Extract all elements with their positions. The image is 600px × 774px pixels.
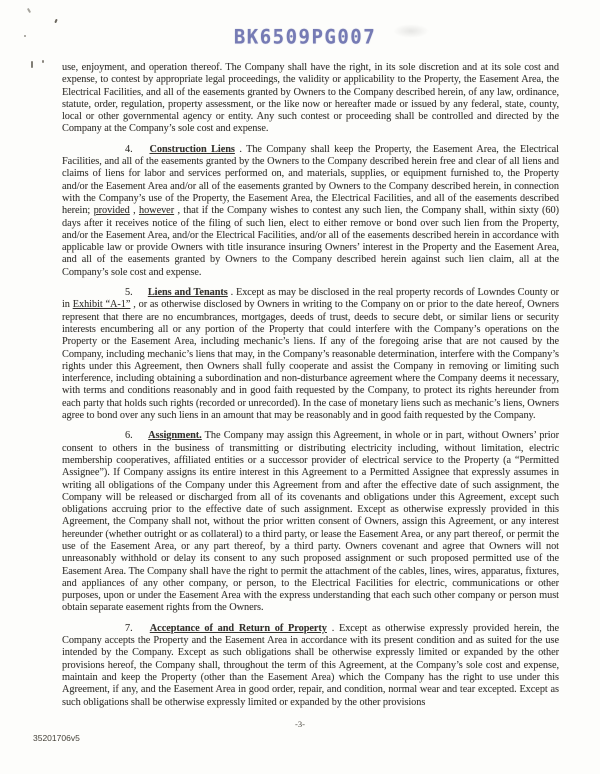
- paragraph-text: . The Company shall keep the Property, the Easement Area, the Electrical Facilities, and all of the easements granted by the Owners to the Company described herein free and clear of all liens and claims of liens for labor and services performed on, and materials, supplies, or equipment furnished to, the Property and/or the Easement Area and/or all of the easements granted by Owners to the Company described herein, in connection with the Company’s use of the Property, the Easement Area, the Electrical Facilities, and all of the easements described herein;: [62, 143, 559, 217]
- paragraph-text: , or as otherwise disclosed by Owners in writing to the Company on or prior to the date hereof, Owners represent that there are no encumbrances, mortgages, deeds of trust, deeds to secure debt, or similar liens or security interests encumbering all or any portion of the Property that could interfere with the Company’s operations on the Property or the Easement Area, including mechanic’s liens. If any of the foregoing arise that are not caused by the Company, including mechanic’s liens that may, in the Company’s reasonable determination, interfere with the Company’s rights under this Agreement, then Owners shall fully cooperate and assist the Company in removing or limiting such interference, including obtaining a subordination and non-disturbance agreement where the Company deems it necessary, with terms and conditions reasonably and in good faith requested by the Company, to protect its rights hereunder from each party that holds such rights (recorded or unrecorded). In the case of monetary liens such as mechanic’s liens, Owners agree to bond over any such liens in an amount that may be reasonably and in good faith requested by the Company.: [62, 299, 559, 422]
- scan-speck: [42, 60, 44, 63]
- section-heading: Liens and Tenants: [147, 287, 228, 299]
- section-heading: Construction Liens: [149, 143, 235, 155]
- section-number: 4.: [125, 143, 133, 155]
- paragraph-text: , that if the Company wishes to contest any such lien, the Company shall, within sixty (60) days after it receives notice of the filing of such lien, elect to either remove or bond over such lien from the Property, and/or the Easement Area, and/or the Electrical Facilities, and/or all of the easements described herein in accordance with applicable law or provide Owners with title insurance insuring Owners’ interest in the Property and the Easement Area, and all of the easements granted by Owners to the Company described herein against such lien claim, all at the Company’s sole cost and expense.: [62, 205, 560, 278]
- paragraph-7-acceptance-and-return: [62, 623, 559, 709]
- document-body: [62, 62, 559, 717]
- scan-speck: [24, 35, 26, 37]
- document-id: 35201706v5: [33, 733, 80, 743]
- paragraph-4-construction-liens: [62, 144, 559, 279]
- paragraph-5-liens-and-tenants: [62, 287, 559, 422]
- paragraph-text: . Except as may be disclosed in the real property records of Lowndes County or in: [62, 287, 560, 311]
- section-number: 6.: [125, 430, 133, 442]
- paragraph-text: . Except as otherwise expressly provided herein, the Company accepts the Property and the Easement Area in accordance with its present condition and as suited for the use intended by the Company. Except as such obligations shall be otherwise expressly limited or expanded by the other provisions hereof, the Company shall, throughout the term of this Agreement, at the Company’s sole cost and expense, maintain and keep the Property (other than the Easement Area) which the Company has the right to use under this Agreement, if any, and the Easement Area in good order, repair, and condition, normal wear and tear excepted. Except as such obligations shall be otherwise expressly limited or expanded by the other provisions: [62, 622, 559, 708]
- paragraph-continuation: [62, 62, 559, 136]
- section-heading: Assignment.: [148, 430, 202, 442]
- underlined-phrase: however: [138, 205, 175, 217]
- underlined-phrase: Exhibit “A-1”: [72, 299, 131, 311]
- scan-speck: [27, 8, 31, 13]
- scan-speck: [31, 61, 33, 68]
- book-page-stamp: BK6509PG007: [233, 25, 377, 49]
- paragraph-text: The Company may assign this Agreement, in whole or in part, without Owners’ prior consent to others in the business of transmitting or distributing electricity including, without limitation, electric membership cooperatives, affiliated entities or a successor provider of electrical service to the Property (a “Permitted Assignee”). If Company assigns its entire interest in this Agreement to a Permitted Assignee that expressly assumes in writing all obligations of the Company under this Agreement from and after the effective date of such assignment, the Company will be released or discharged from all of its covenants and obligations under this Agreement, except such obligations accruing prior to the effective date of such assignment. Except as otherwise expressly provided in this Agreement, the Company shall not, without the prior written consent of Owners, assign this Agreement, or any interest hereunder (whether outright or as collateral) to a third party, or lease the Easement Area, or any part thereof, or permit the use of the Easement Area, or any part thereof, by a third party. Owners covenant and agree that Owners will not unreasonably withhold or delay its consent to any such proposed assignment or such proposed permitted use of the Easement Area. The Company shall have the right to permit the attachment of the cables, lines, wires, apparatus, fixtures, and appliances of any other company, or person, to the Electrical Facilities for electric, communications or other purposes, upon or under the Easement Area with the express understanding that each such other company or person must obtain separate easement rights from the Owners.: [62, 430, 560, 614]
- paragraph-6-assignment: [62, 430, 559, 614]
- section-number: 7.: [125, 622, 133, 634]
- paragraph-text: ,: [133, 205, 139, 217]
- underlined-phrase: provided: [93, 205, 130, 217]
- section-heading: Acceptance of and Return of Property: [149, 622, 327, 634]
- section-number: 5.: [125, 287, 133, 299]
- page-number: -3-: [295, 719, 305, 729]
- paragraph-text: use, enjoyment, and operation thereof. The Company shall have the right, in its sole discretion and at its sole cost and expense, to contest by appropriate legal proceedings, the validity or applicability to the Property, the Easement Area, the Electrical Facilities, and all of the easements granted by Owners to the Company described herein, of any law, ordinance, statute, order, regulation, property assessment, or the like now or hereafter made or issued by any federal, state, county, local or other governmental agency or entity. Any such contest or proceeding shall be controlled and directed by the Company at the Company’s sole cost and expense.: [62, 62, 559, 135]
- scan-speck: [54, 19, 58, 23]
